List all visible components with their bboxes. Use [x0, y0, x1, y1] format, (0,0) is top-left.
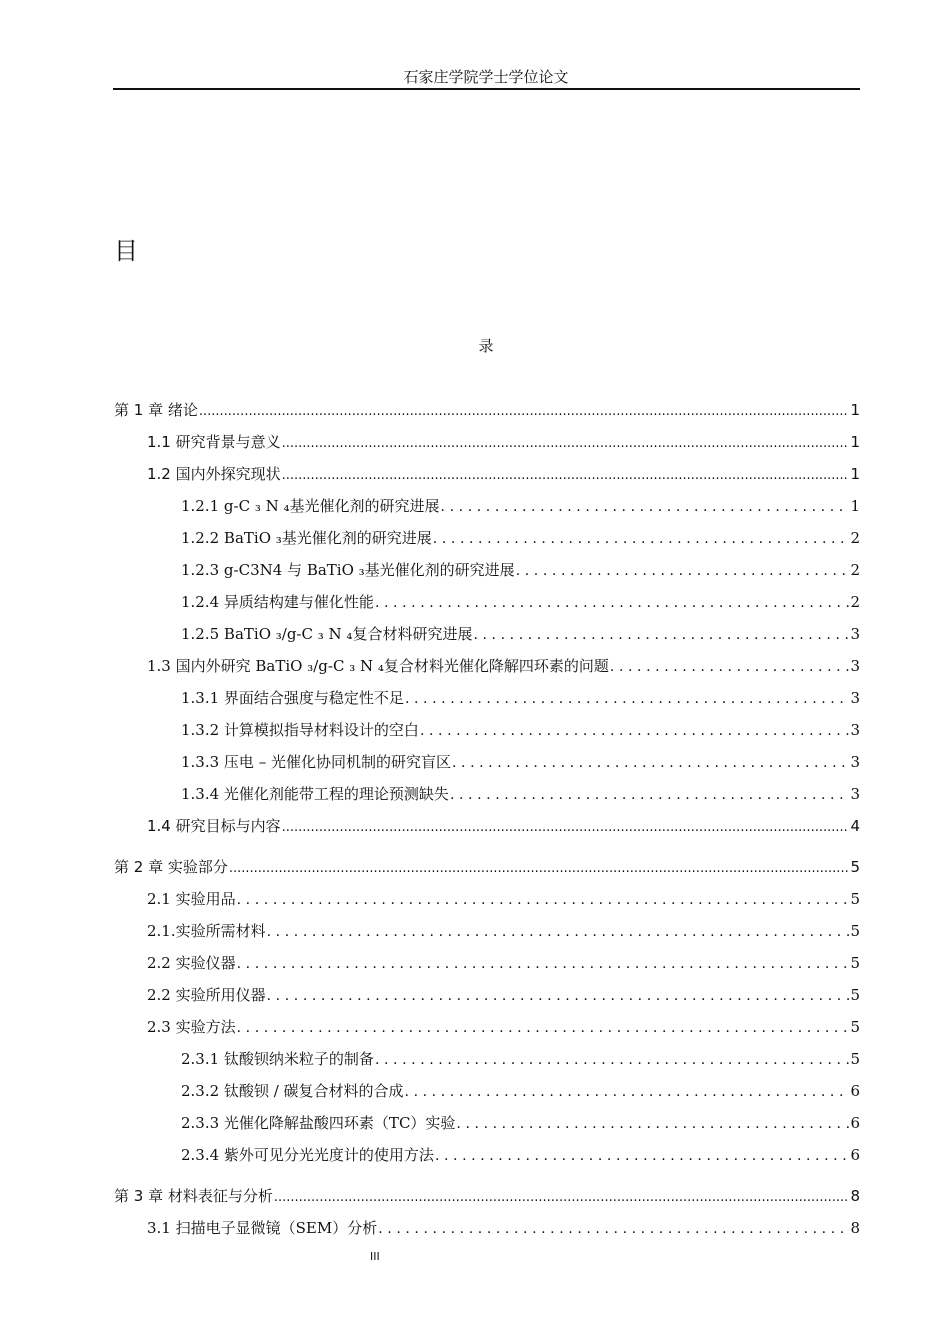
toc-entry-page: 5: [850, 1018, 860, 1036]
toc-entry[interactable]: [147, 1216, 860, 1240]
toc-title-second-char: 录: [478, 337, 494, 355]
toc-entry-label: 1.3.4 光催化剂能带工程的理论预测缺失: [181, 785, 449, 803]
toc-entry[interactable]: [147, 1015, 860, 1039]
toc-entry-page: 4: [850, 817, 860, 835]
toc-entry-page: 2: [850, 593, 860, 611]
toc-entry-page: 8: [850, 1219, 860, 1237]
toc-entry-label: 2.3.1 钛酸钡纳米粒子的制备: [181, 1050, 374, 1068]
dot-leader: [456, 1112, 849, 1136]
toc-entry[interactable]: [147, 983, 860, 1007]
toc-entry-label: 1.3.3 压电 – 光催化协同机制的研究盲区: [181, 753, 451, 771]
toc-entry[interactable]: [181, 718, 860, 742]
toc-entry-chapter[interactable]: [114, 1184, 860, 1208]
toc-entry-page: 1: [850, 433, 860, 451]
toc-entry-label: 1.1 研究背景与意义: [147, 433, 281, 451]
toc-entry-page: 6: [850, 1082, 860, 1100]
toc-entry-label: 第 1 章 绪论: [114, 401, 198, 419]
dot-leader: [237, 952, 850, 976]
toc-entry-label: 2.3.3 光催化降解盐酸四环素（TC）实验: [181, 1114, 456, 1132]
dot-leader: [378, 1217, 849, 1241]
toc-entry-label: 1.3.1 界面结合强度与稳定性不足: [181, 689, 404, 707]
toc-entry-label: 2.3 实验方法: [147, 1018, 236, 1036]
toc-entry[interactable]: [181, 1143, 860, 1167]
dot-leader: [452, 751, 849, 775]
toc-entry-page: 1: [850, 401, 860, 419]
toc-entry-label: 1.2.5 BaTiO ₃/g-C ₃ N ₄复合材料研究进展: [181, 625, 473, 643]
toc-entry-label: 2.2 实验所用仪器: [147, 986, 266, 1004]
dot-leader: [282, 464, 850, 488]
toc-entry-page: 8: [850, 1187, 860, 1205]
toc-entry-page: 3: [850, 689, 860, 707]
toc-entry[interactable]: [147, 951, 860, 975]
dot-leader: [435, 1144, 850, 1168]
toc-entry-label: 1.2.4 异质结构建与催化性能: [181, 593, 374, 611]
toc-entry-label: 1.3 国内外研究 BaTiO ₃/g-C ₃ N ₄复合材料光催化降解四环素的问题: [147, 657, 609, 675]
toc-entry-page: 5: [850, 1050, 860, 1068]
toc-entry-page: 2: [850, 561, 860, 579]
dot-leader: [375, 591, 850, 615]
toc-entry-label: 2.1.实验所需材料: [147, 922, 266, 940]
toc-entry[interactable]: [147, 814, 860, 838]
toc-entry-label: 2.3.4 紫外可见分光光度计的使用方法: [181, 1146, 434, 1164]
toc-entry-page: 2: [850, 529, 860, 547]
dot-leader: [433, 527, 850, 551]
toc-title-first-char: 目: [114, 237, 138, 265]
toc-entry[interactable]: [181, 1111, 860, 1135]
toc-entry[interactable]: [181, 686, 860, 710]
toc-entry-page: 3: [850, 625, 860, 643]
dot-leader: [405, 687, 850, 711]
dot-leader: [516, 559, 850, 583]
toc-entry[interactable]: [181, 750, 860, 774]
toc-entry-label: 3.1 扫描电子显微镜（SEM）分析: [147, 1219, 378, 1237]
dot-leader: [274, 1186, 850, 1210]
toc-entry-label: 第 3 章 材料表征与分析: [114, 1187, 273, 1205]
toc-entry-page: 1: [850, 465, 860, 483]
toc-entry[interactable]: [181, 590, 860, 614]
toc-entry-page: 3: [850, 657, 860, 675]
dot-leader: [450, 783, 850, 807]
toc-entry[interactable]: [181, 494, 860, 518]
toc-entry-chapter[interactable]: [114, 398, 860, 422]
toc-entry-page: 5: [850, 922, 860, 940]
toc-entry-page: 1: [850, 497, 860, 515]
toc-entry-page: 6: [850, 1146, 860, 1164]
dot-leader: [229, 857, 850, 881]
dot-leader: [199, 400, 850, 424]
toc-entry-page: 5: [850, 890, 860, 908]
toc-entry-page: 3: [850, 753, 860, 771]
dot-leader: [237, 1016, 850, 1040]
toc-entry[interactable]: [147, 430, 860, 454]
toc-entry-page: 6: [850, 1114, 860, 1132]
dot-leader: [610, 655, 850, 679]
toc-entry[interactable]: [181, 622, 860, 646]
page-number: III: [370, 1250, 380, 1263]
dot-leader: [282, 816, 850, 840]
toc-entry-label: 2.1 实验用品: [147, 890, 236, 908]
toc-entry[interactable]: [147, 462, 860, 486]
dot-leader: [473, 623, 849, 647]
dot-leader: [405, 1080, 850, 1104]
toc-entry[interactable]: [181, 526, 860, 550]
toc-entry-page: 5: [850, 986, 860, 1004]
toc-entry[interactable]: [147, 919, 860, 943]
toc-entry-label: 1.2.3 g-C3N4 与 BaTiO ₃基光催化剂的研究进展: [181, 561, 515, 579]
toc-entry-label: 1.3.2 计算模拟指导材料设计的空白: [181, 721, 419, 739]
dot-leader: [282, 432, 850, 456]
toc-entry[interactable]: [181, 1047, 860, 1071]
header-rule: [113, 88, 860, 90]
dot-leader: [420, 719, 850, 743]
running-header: 石家庄学院学士学位论文: [403, 68, 569, 86]
toc-entry-chapter[interactable]: [114, 855, 860, 879]
toc-entry-label: 2.2 实验仪器: [147, 954, 236, 972]
toc-entry-label: 1.2.1 g-C ₃ N ₄基光催化剂的研究进展: [181, 497, 440, 515]
toc-entry-page: 3: [850, 785, 860, 803]
toc-entry-label: 第 2 章 实验部分: [114, 858, 228, 876]
toc-entry[interactable]: [147, 887, 860, 911]
toc-entry-label: 1.2.2 BaTiO ₃基光催化剂的研究进展: [181, 529, 432, 547]
toc-entry-page: 5: [850, 858, 860, 876]
toc-entry-page: 3: [850, 721, 860, 739]
toc-entry-label: 1.4 研究目标与内容: [147, 817, 281, 835]
dot-leader: [441, 495, 850, 519]
toc-entry-label: 2.3.2 钛酸钡 / 碳复合材料的合成: [181, 1082, 404, 1100]
dot-leader: [237, 888, 850, 912]
toc-entry[interactable]: [147, 654, 860, 678]
toc-entry[interactable]: [181, 782, 860, 806]
toc-entry-label: 1.2 国内外探究现状: [147, 465, 281, 483]
dot-leader: [267, 920, 850, 944]
toc-entry[interactable]: [181, 1079, 860, 1103]
toc-entry-page: 5: [850, 954, 860, 972]
dot-leader: [267, 984, 850, 1008]
toc-entry[interactable]: [181, 558, 860, 582]
dot-leader: [375, 1048, 850, 1072]
